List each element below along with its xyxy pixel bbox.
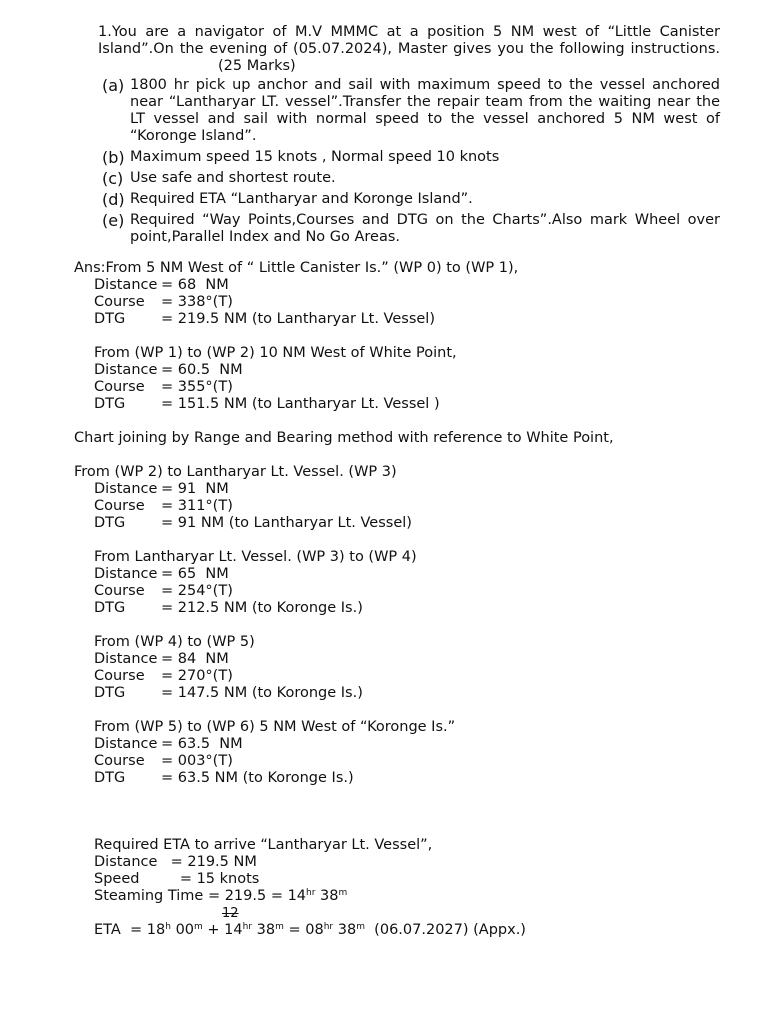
leg4-distance [94,566,734,583]
leg4-header: From Lantharyar Lt. Vessel. (WP 3) to (WP 4) [94,549,417,565]
h-superscript: h [165,922,171,932]
field-value: = 311°(T) [161,498,233,514]
field-value: = 151.5 NM (to Lantharyar Lt. Vessel ) [161,396,440,412]
divisor [222,905,734,922]
hr-superscript: hr [323,922,334,932]
leg6-course [94,753,734,770]
eta-header: Required ETA to arrive “Lantharyar Lt. Vessel”, [94,837,433,853]
instruction-e [98,212,720,246]
leg5-distance [94,651,734,668]
leg1-dtg [94,311,734,328]
marks-label: (25 Marks) [218,58,296,74]
instruction-label: (c) [102,169,124,188]
leg5-header: From (WP 4) to (WP 5) [94,634,255,650]
hr-superscript: hr [242,922,253,932]
field-key: Distance [94,277,158,293]
leg1-details [74,277,734,328]
leg6-header: From (WP 5) to (WP 6) 5 NM West of “Koronge Is.” [94,719,456,735]
field-value: = 68 NM [161,277,229,293]
field-value: = 338°(T) [161,294,233,310]
m-superscript: m [194,922,203,932]
leg2-distance [94,362,734,379]
field-value: = 15 knots [166,871,260,887]
field-key: Distance [94,854,158,870]
question-block [98,24,720,246]
eta-part: 38 [333,922,357,938]
leg3-distance [94,481,734,498]
field-key: Distance [94,566,158,582]
field-key: Distance [94,362,158,378]
eta-part: = 08 [283,922,324,938]
instruction-text: Required ETA “Lantharyar and Koronge Island”. [130,191,473,207]
steaming-min: 38 [315,888,339,904]
instruction-text: Required “Way Points,Courses and DTG on the Charts”.Also mark Wheel over point,Parallel Index and No Go Areas. [130,212,720,245]
instruction-text: Maximum speed 15 knots , Normal speed 10 knots [130,149,500,165]
leg1-distance [94,277,734,294]
eta-result [94,922,734,939]
steaming-time [94,888,734,905]
hr-superscript: hr [306,888,316,898]
field-value: = 91 NM [161,481,229,497]
field-value: = 254°(T) [161,583,233,599]
leg1-header: Ans:From 5 NM West of “ Little Canister Is.” (WP 0) to (WP 1), [74,260,519,276]
leg6-dtg [94,770,734,787]
eta-speed [94,871,734,888]
instruction-d [98,191,720,208]
field-key: Distance [94,481,158,497]
field-value: = 60.5 NM [161,362,243,378]
field-key: Course [94,583,145,599]
field-value: = 63.5 NM (to Koronge Is.) [161,770,354,786]
leg5-course [94,668,734,685]
instruction-label: (b) [102,148,125,167]
eta-part: 38 [252,922,276,938]
m-superscript: m [275,922,284,932]
field-key: DTG [94,770,126,786]
field-key: Course [94,668,145,684]
instruction-b [98,149,720,166]
leg1-course [94,294,734,311]
instruction-text: 1800 hr pick up anchor and sail with maximum speed to the vessel anchored near “Lantharyar LT. vessel”.Transfer the repair team from the waiting near the LT vessel and sail with normal speed to the vessel anchored 5 NM west of “Koronge Island”. [130,77,720,144]
field-value: = 147.5 NM (to Koronge Is.) [161,685,363,701]
answer-block [74,260,734,787]
leg2-course [94,379,734,396]
field-value: = 219.5 NM [166,854,257,870]
field-value: = 63.5 NM [161,736,243,752]
leg2-header: From (WP 1) to (WP 2) 10 NM West of White Point, [94,345,457,361]
instruction-label: (e) [102,211,125,230]
field-key: DTG [94,515,126,531]
field-key: DTG [94,311,126,327]
divisor-value: 12 [222,906,239,921]
steaming-prefix: Steaming Time = 219.5 = 14 [94,888,307,904]
field-value: = 219.5 NM (to Lantharyar Lt. Vessel) [161,311,435,327]
field-key: Course [94,379,145,395]
eta-part: ETA = 18 [94,922,166,938]
min-superscript: m [338,888,348,898]
field-key: Course [94,294,145,310]
field-key: DTG [94,600,126,616]
leg5-dtg [94,685,734,702]
leg6-distance [94,736,734,753]
question-intro [98,24,720,75]
leg3-course [94,498,734,515]
leg3-dtg [94,515,734,532]
field-value: = 91 NM (to Lantharyar Lt. Vessel) [161,515,412,531]
leg4-dtg [94,600,734,617]
field-value: = 355°(T) [161,379,233,395]
field-key: Distance [94,736,158,752]
eta-distance [94,854,734,871]
instruction-label: (d) [102,190,125,209]
field-key: Distance [94,651,158,667]
field-value: = 270°(T) [161,668,233,684]
instruction-text: Use safe and shortest route. [130,170,336,186]
leg2-dtg [94,396,734,413]
field-value: = 003°(T) [161,753,233,769]
m-superscript: m [356,922,365,932]
field-value: = 84 NM [161,651,229,667]
field-key: Course [94,498,145,514]
instruction-c [98,170,720,187]
question-intro-text: 1.You are a navigator of M.V MMMC at a position 5 NM west of “Little Canister Island”.On the evening of (05.07.2024), Master gives you the following instructions. [98,24,720,57]
field-value: = 65 NM [161,566,229,582]
field-key: DTG [94,685,126,701]
field-key: Speed [94,871,140,887]
field-key: DTG [94,396,126,412]
leg3-header: From (WP 2) to Lantharyar Lt. Vessel. (WP 3) [74,464,397,480]
field-key: Course [94,753,145,769]
instruction-label: (a) [102,76,125,95]
leg4-course [94,583,734,600]
eta-part: + 14 [202,922,243,938]
eta-date: (06.07.2027) (Appx.) [364,922,526,938]
instruction-a [98,77,720,145]
field-value: = 212.5 NM (to Koronge Is.) [161,600,363,616]
chart-joining-note: Chart joining by Range and Bearing method with reference to White Point, [74,430,614,446]
eta-part: 00 [170,922,195,938]
eta-calculation [94,837,734,939]
